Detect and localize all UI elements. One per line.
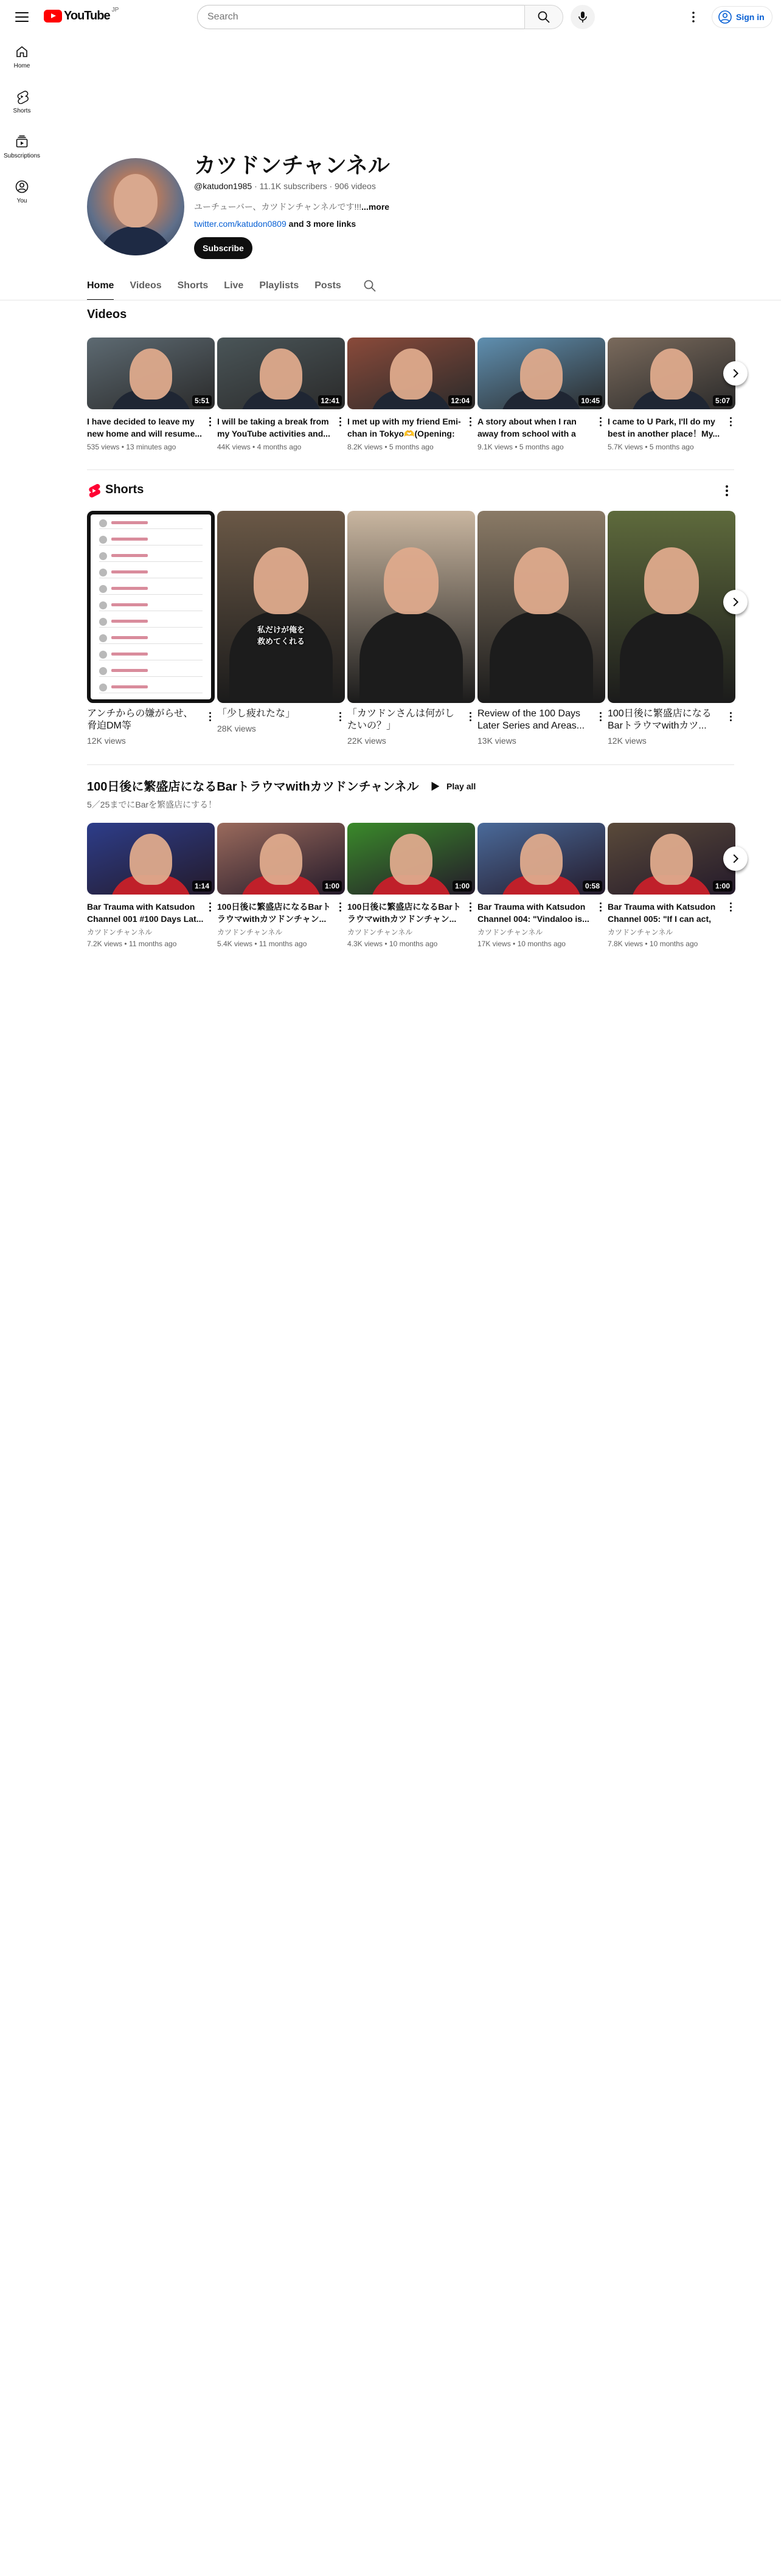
more-dot	[600, 719, 602, 721]
search-icon	[363, 279, 377, 293]
more-dot	[339, 910, 341, 912]
tab-home[interactable]: Home	[87, 271, 122, 300]
guide-menu-button[interactable]	[12, 7, 32, 27]
metadata-separator: •	[643, 443, 650, 451]
playlist-video-card[interactable]	[608, 823, 735, 949]
more-dot	[730, 910, 732, 912]
tab-shorts[interactable]: Shorts	[177, 280, 209, 291]
home-icon	[15, 44, 29, 59]
channel-search-button[interactable]	[358, 271, 382, 300]
guide-item-label: Shorts	[13, 107, 31, 114]
microphone-icon	[575, 10, 590, 24]
playlist-subtitle: 5／25までにBarを繁盛店にする！	[87, 800, 217, 809]
duration-badge: 0:58	[583, 881, 602, 892]
more-dot	[600, 421, 602, 423]
video-channel-name[interactable]: カツドンチャンネル	[477, 928, 543, 937]
view-count: 535 views	[87, 443, 120, 451]
duration-badge: 1:00	[453, 881, 472, 892]
channel-links	[194, 219, 356, 229]
more-dot	[600, 712, 602, 714]
guide-item-subscriptions[interactable]	[2, 124, 41, 169]
channel-link[interactable]: twitter.com/katudon0809	[194, 219, 286, 229]
video-thumbnail[interactable]	[217, 823, 345, 895]
video-thumbnail[interactable]	[347, 823, 475, 895]
upload-age: 5 months ago	[649, 443, 694, 451]
more-dot	[209, 712, 211, 714]
video-menu-button[interactable]	[726, 414, 735, 429]
video-metadata	[477, 442, 605, 452]
search-input[interactable]	[207, 12, 524, 23]
dm-list-row	[99, 633, 203, 644]
view-count: 17K views	[477, 940, 511, 948]
video-menu-button[interactable]	[335, 899, 345, 914]
videos-shelf	[87, 338, 735, 452]
dm-list-row	[99, 567, 203, 578]
video-thumbnail[interactable]	[217, 338, 345, 409]
short-caption-line: 私だけが俺を	[257, 625, 305, 634]
video-count: 906 videos	[335, 181, 376, 191]
video-menu-button[interactable]	[205, 709, 215, 724]
dm-text-line	[111, 636, 148, 639]
duration-badge: 10:45	[578, 395, 602, 406]
metadata-separator: •	[122, 940, 129, 948]
dm-text-line	[111, 603, 148, 606]
more-dot	[209, 417, 211, 419]
youtube-logo[interactable]	[44, 9, 119, 23]
guide-sidebar	[0, 34, 44, 214]
video-metadata	[608, 939, 735, 949]
more-dot	[470, 910, 471, 912]
shorts-next-button[interactable]	[723, 590, 748, 614]
avatar-figure-body	[98, 226, 173, 255]
chevron-right-icon	[729, 367, 742, 380]
video-thumbnail[interactable]	[87, 823, 215, 895]
video-metadata	[217, 939, 345, 949]
more-dot	[339, 417, 341, 419]
duration-badge: 12:04	[448, 395, 472, 406]
subscribe-button[interactable]: Subscribe	[194, 237, 252, 259]
more-dot	[600, 417, 602, 419]
voice-search-button[interactable]	[571, 5, 595, 29]
more-dot	[470, 424, 471, 426]
short-thumbnail[interactable]	[347, 511, 475, 703]
dm-list-row	[99, 649, 203, 660]
channel-handle: @katudon1985	[194, 181, 252, 191]
more-dot	[600, 906, 602, 908]
video-menu-button[interactable]	[465, 899, 475, 914]
more-dot	[209, 902, 211, 904]
short-view-count: 28K views	[217, 724, 256, 733]
videos-next-button[interactable]	[723, 361, 748, 386]
metadata-separator: •	[513, 443, 519, 451]
dm-avatar	[99, 667, 107, 675]
video-card[interactable]	[217, 338, 345, 452]
video-channel-name[interactable]: カツドンチャンネル	[608, 928, 673, 937]
video-thumbnail[interactable]	[347, 338, 475, 409]
guide-item-label: Home	[13, 62, 30, 69]
guide-item-shorts[interactable]	[2, 79, 41, 124]
playlist-section-title[interactable]: 100日後に繁盛店になるBarトラウマwithカツドンチャンネル	[87, 780, 419, 794]
more-links-button[interactable]: and 3 more links	[288, 219, 356, 229]
shorts-shelf-menu-button[interactable]	[720, 483, 734, 498]
upload-age: 10 months ago	[389, 940, 438, 948]
dm-text-line	[111, 669, 148, 672]
dm-list-row	[99, 551, 203, 562]
short-title[interactable]: 「カツドンさんは何がしたいの？」	[347, 708, 455, 731]
short-card[interactable]	[608, 511, 735, 746]
subscriptions-icon	[15, 134, 29, 149]
dm-avatar	[99, 601, 107, 609]
tab-videos[interactable]: Videos	[130, 280, 162, 291]
video-thumbnail[interactable]	[477, 338, 605, 409]
dm-text-line	[111, 620, 148, 623]
upload-age: 10 months ago	[517, 940, 566, 948]
view-count: 7.8K views	[608, 940, 644, 948]
video-thumbnail[interactable]	[477, 823, 605, 895]
duration-badge: 5:51	[192, 395, 212, 406]
video-menu-button[interactable]	[205, 414, 215, 429]
duration-badge: 5:07	[713, 395, 732, 406]
channel-title: カツドンチャンネル	[194, 153, 390, 178]
more-dot	[470, 421, 471, 423]
upload-age: 10 months ago	[649, 940, 698, 948]
dm-avatar	[99, 569, 107, 576]
thumbnail-figure-head	[254, 547, 308, 614]
more-dot	[470, 906, 471, 908]
dm-text-line	[111, 653, 148, 656]
short-card[interactable]	[347, 511, 475, 746]
description-more-button[interactable]: ...more	[361, 202, 390, 212]
video-card[interactable]	[87, 338, 215, 452]
video-card[interactable]	[347, 338, 475, 452]
video-menu-button[interactable]	[726, 709, 735, 724]
dm-text-line	[111, 685, 148, 688]
short-thumbnail[interactable]	[87, 511, 215, 703]
video-card[interactable]	[477, 338, 605, 452]
thumbnail-figure-head	[520, 834, 563, 885]
sign-in-button[interactable]	[712, 6, 772, 28]
short-thumbnail[interactable]	[217, 511, 345, 703]
upload-age: 11 months ago	[259, 940, 307, 948]
meta-separator: ·	[329, 181, 335, 191]
more-dot	[730, 424, 732, 426]
short-thumbnail[interactable]	[477, 511, 605, 703]
meta-separator: ·	[254, 181, 260, 191]
video-menu-button[interactable]	[465, 709, 475, 724]
thumbnail-figure-head	[390, 834, 432, 885]
video-metadata	[477, 939, 605, 949]
short-card[interactable]	[477, 511, 605, 746]
dm-avatar	[99, 684, 107, 691]
more-dot	[730, 719, 732, 721]
metadata-separator: •	[383, 940, 389, 948]
more-dot	[730, 906, 732, 908]
shorts-shelf	[87, 511, 735, 746]
video-title[interactable]: I came to U Park, I'll do my best in another place！My...	[608, 417, 720, 438]
metadata-separator: •	[383, 443, 389, 451]
play-all-label: Play all	[446, 781, 476, 791]
playlist-video-card[interactable]	[87, 823, 215, 949]
dm-avatar	[99, 634, 107, 642]
video-metadata	[217, 442, 345, 452]
dm-list-row	[99, 600, 203, 611]
upload-age: 4 months ago	[257, 443, 302, 451]
playlist-shelf	[87, 823, 735, 949]
dm-list-row	[99, 617, 203, 628]
metadata-separator: •	[643, 940, 650, 948]
subscriber-count: 11.1K subscribers	[259, 181, 327, 191]
short-title[interactable]: 100日後に繁盛店になるBarトラウマwithカツ...	[608, 708, 712, 731]
video-title[interactable]: I met up with my friend Emi-chan in Tokyo🫶(Opening:	[347, 417, 461, 438]
view-count: 7.2K views	[87, 940, 123, 948]
video-menu-button[interactable]	[335, 709, 345, 724]
video-title[interactable]: I have decided to leave my new home and will resume...	[87, 417, 203, 438]
playlist-video-card[interactable]	[347, 823, 475, 949]
metadata-separator: •	[252, 940, 259, 948]
thumbnail-figure-body	[359, 611, 463, 703]
dm-avatar	[99, 536, 107, 544]
chevron-right-icon	[729, 852, 742, 865]
upload-age: 5 months ago	[519, 443, 564, 451]
chevron-right-icon	[729, 595, 742, 609]
logo-text: YouTube	[64, 9, 110, 23]
video-title[interactable]: A story about when I ran away from school with a	[477, 417, 577, 438]
video-title[interactable]: Bar Trauma with Katsudon Channel 001 #100 Days Lat...	[87, 902, 204, 924]
channel-avatar	[87, 158, 184, 255]
short-caption	[226, 623, 336, 646]
view-count: 9.1K views	[477, 443, 513, 451]
duration-badge: 1:00	[322, 881, 342, 892]
thumbnail-figure-head	[650, 348, 693, 400]
dm-text-line	[111, 587, 148, 590]
duration-badge: 1:00	[713, 881, 732, 892]
thumbnail-figure-head	[520, 348, 563, 400]
description-text: ユーチューバー、カツドンチャンネルです!!!	[194, 202, 362, 212]
section-divider	[87, 469, 734, 470]
thumbnail-figure-body	[620, 611, 723, 703]
dm-text-line	[111, 538, 148, 541]
view-count: 5.4K views	[217, 940, 253, 948]
more-dot	[209, 906, 211, 908]
more-dot	[730, 716, 732, 718]
short-caption-line: 救めてくれる	[257, 637, 305, 646]
video-thumbnail[interactable]	[608, 338, 735, 409]
more-dot	[209, 719, 211, 721]
more-dot	[600, 902, 602, 904]
playlist-video-card[interactable]	[217, 823, 345, 949]
more-dot	[730, 712, 732, 714]
tab-posts[interactable]: Posts	[314, 280, 341, 291]
short-title[interactable]: 「少し疲れたな」	[217, 708, 296, 719]
shorts-section-title: Shorts	[105, 483, 144, 496]
more-dot	[339, 424, 341, 426]
more-dot	[339, 906, 341, 908]
video-metadata	[347, 442, 475, 452]
more-dot	[730, 417, 732, 419]
playlist-next-button[interactable]	[723, 847, 748, 871]
upload-age: 13 minutes ago	[126, 443, 176, 451]
video-menu-button[interactable]	[595, 899, 605, 914]
short-view-count: 12K views	[87, 736, 126, 746]
more-vertical-icon	[686, 10, 701, 24]
video-metadata	[347, 939, 475, 949]
video-card[interactable]	[608, 338, 735, 452]
dm-text-line	[111, 521, 148, 524]
youtube-play-icon	[44, 10, 62, 23]
video-title[interactable]: I will be taking a break from my YouTube activities and...	[217, 417, 330, 438]
video-menu-button[interactable]	[465, 414, 475, 429]
channel-tabs	[87, 271, 382, 300]
section-divider	[87, 764, 734, 765]
logo-country-code: JP	[111, 7, 119, 13]
dm-avatar	[99, 519, 107, 527]
view-count: 5.7K views	[608, 443, 644, 451]
view-count: 8.2K views	[347, 443, 383, 451]
dm-list-row	[99, 518, 203, 529]
dm-text-line	[111, 570, 148, 573]
dm-avatar	[99, 651, 107, 659]
video-channel-name[interactable]: カツドンチャンネル	[87, 928, 153, 937]
more-dot	[470, 712, 471, 714]
video-channel-name[interactable]: カツドンチャンネル	[347, 928, 413, 937]
video-metadata	[87, 939, 215, 949]
dm-text-line	[111, 554, 148, 557]
more-dot	[730, 902, 732, 904]
thumbnail-figure-body	[490, 611, 593, 703]
more-dot	[209, 421, 211, 423]
video-menu-button[interactable]	[335, 414, 345, 429]
video-menu-button[interactable]	[595, 414, 605, 429]
dm-list-row	[99, 682, 203, 693]
video-thumbnail[interactable]	[608, 823, 735, 895]
search-box	[197, 5, 524, 29]
thumbnail-figure-head	[390, 348, 432, 400]
thumbnail-figure-head	[514, 547, 569, 614]
settings-menu-button[interactable]	[684, 7, 703, 27]
upload-age: 11 months ago	[128, 940, 177, 948]
video-menu-button[interactable]	[595, 709, 605, 724]
more-dot	[470, 902, 471, 904]
more-dot	[600, 716, 602, 718]
thumbnail-figure-head	[130, 348, 172, 400]
shorts-icon	[15, 89, 29, 104]
tab-live[interactable]: Live	[224, 280, 244, 291]
guide-item-label: You	[16, 197, 27, 204]
video-title[interactable]: 100日後に繁盛店になるBarトラウマwithカツドンチャン...	[217, 902, 331, 924]
video-menu-button[interactable]	[205, 899, 215, 914]
thumbnail-figure-head	[260, 348, 302, 400]
video-title[interactable]: Bar Trauma with Katsudon Channel 005: "If I can act,	[608, 902, 716, 924]
video-menu-button[interactable]	[726, 899, 735, 914]
video-title[interactable]: 100日後に繁盛店になるBarトラウマwithカツドンチャン...	[347, 902, 461, 924]
search-button[interactable]	[524, 5, 563, 29]
more-dot	[339, 902, 341, 904]
thumbnail-figure-head	[644, 547, 699, 614]
video-title[interactable]: Bar Trauma with Katsudon Channel 004: "Vindaloo is...	[477, 902, 589, 924]
dm-list-row	[99, 584, 203, 595]
video-channel-name[interactable]: カツドンチャンネル	[217, 928, 283, 937]
playlist-video-card[interactable]	[477, 823, 605, 949]
video-metadata	[608, 442, 735, 452]
masthead	[0, 0, 781, 34]
account-circle-icon	[718, 10, 732, 24]
dm-avatar	[99, 618, 107, 626]
guide-item-label: Subscriptions	[3, 152, 41, 159]
search-icon	[536, 10, 551, 24]
video-metadata	[87, 442, 215, 452]
more-dot	[209, 716, 211, 718]
sign-in-label: Sign in	[736, 12, 765, 22]
you-icon	[15, 179, 29, 194]
view-count: 44K views	[217, 443, 251, 451]
guide-item-home[interactable]	[2, 34, 41, 79]
metadata-separator: •	[250, 443, 257, 451]
short-card[interactable]	[217, 511, 345, 746]
more-dot	[209, 910, 211, 912]
view-count: 4.3K views	[347, 940, 383, 948]
tab-playlists[interactable]: Playlists	[259, 280, 299, 291]
more-dot	[339, 716, 341, 718]
thumbnail-figure-head	[130, 834, 172, 885]
guide-item-you[interactable]	[2, 169, 41, 214]
more-dot	[730, 421, 732, 423]
more-dot	[209, 424, 211, 426]
duration-badge: 12:41	[318, 395, 342, 406]
short-thumbnail[interactable]	[608, 511, 735, 703]
upload-age: 5 months ago	[389, 443, 434, 451]
more-dot	[600, 424, 602, 426]
more-dot	[470, 417, 471, 419]
shorts-logo-icon	[87, 483, 100, 498]
metadata-separator: •	[510, 940, 518, 948]
short-title[interactable]: Review of the 100 Days Later Series and Areas...	[477, 708, 585, 731]
short-card[interactable]	[87, 511, 215, 746]
thumbnail-figure-head	[650, 834, 693, 885]
more-dot	[339, 421, 341, 423]
more-dot	[339, 712, 341, 714]
duration-badge: 1:14	[192, 881, 212, 892]
dm-avatar	[99, 552, 107, 560]
dm-list-row	[99, 666, 203, 677]
dm-list-row	[99, 535, 203, 545]
short-title[interactable]: アンチからの嫌がらせ、脅迫DM等	[87, 708, 193, 731]
channel-description[interactable]	[194, 201, 389, 213]
short-view-count: 13K views	[477, 736, 516, 746]
channel-meta	[194, 181, 376, 191]
short-view-count: 22K views	[347, 736, 386, 746]
thumbnail-figure-head	[384, 547, 439, 614]
videos-section-title: Videos	[87, 308, 127, 321]
play-icon	[428, 780, 442, 793]
metadata-separator: •	[119, 443, 127, 451]
avatar-figure-face	[114, 174, 158, 227]
more-dot	[470, 716, 471, 718]
dm-avatar	[99, 585, 107, 593]
short-view-count: 12K views	[608, 736, 647, 746]
thumbnail-figure-head	[260, 834, 302, 885]
video-thumbnail[interactable]	[87, 338, 215, 409]
more-dot	[470, 719, 471, 721]
play-all-button[interactable]	[428, 775, 476, 797]
more-dot	[600, 910, 602, 912]
more-dot	[339, 719, 341, 721]
